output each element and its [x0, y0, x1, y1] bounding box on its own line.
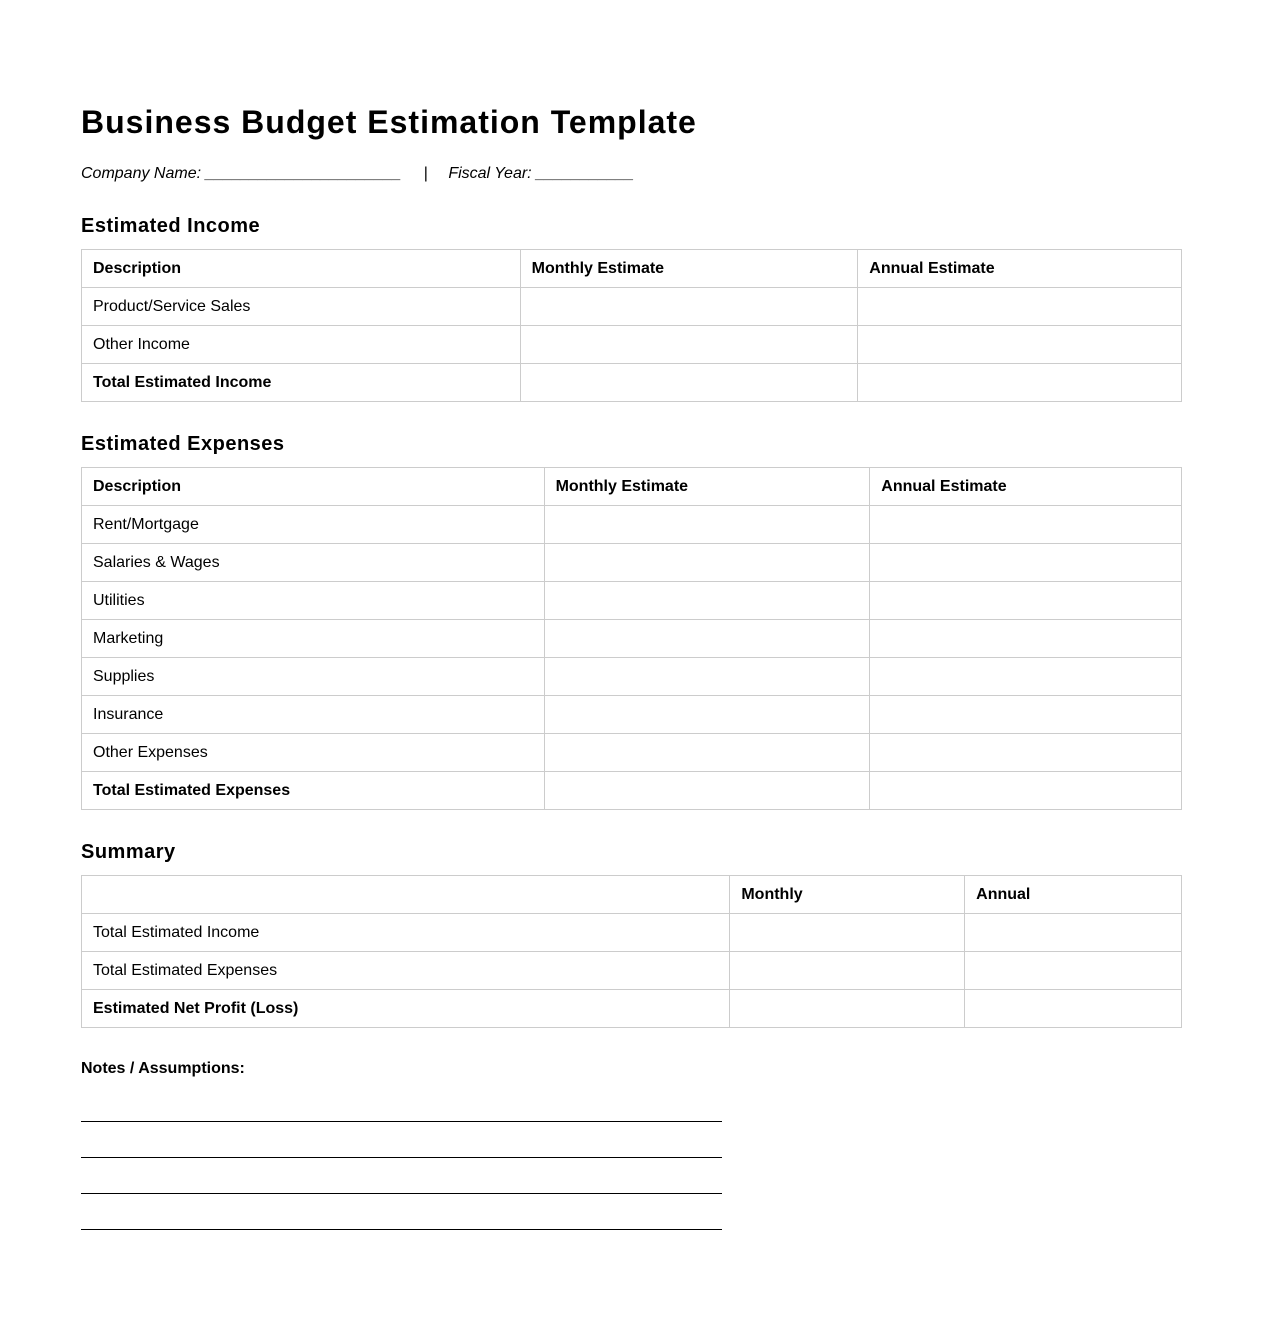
monthly-cell[interactable] — [544, 696, 870, 734]
notes-line[interactable] — [81, 1194, 722, 1230]
row-label: Total Estimated Income — [82, 914, 730, 952]
table-row — [82, 326, 1182, 364]
monthly-cell[interactable] — [730, 990, 965, 1028]
monthly-cell[interactable] — [544, 544, 870, 582]
annual-cell[interactable] — [858, 326, 1182, 364]
annual-cell[interactable] — [870, 658, 1182, 696]
row-label: Product/Service Sales — [82, 288, 521, 326]
annual-cell[interactable] — [870, 734, 1182, 772]
monthly-cell[interactable] — [520, 288, 858, 326]
income-heading: Estimated Income — [81, 215, 261, 237]
annual-cell[interactable] — [870, 506, 1182, 544]
table-row — [82, 544, 1182, 582]
annual-cell[interactable] — [858, 364, 1182, 402]
table-header-row — [82, 250, 1182, 288]
income-table — [81, 249, 1182, 402]
monthly-cell[interactable] — [520, 364, 858, 402]
column-header — [82, 876, 730, 914]
annual-cell[interactable] — [965, 952, 1182, 990]
table-row — [82, 952, 1182, 990]
annual-cell[interactable] — [870, 544, 1182, 582]
monthly-cell[interactable] — [730, 952, 965, 990]
row-label: Total Estimated Expenses — [82, 772, 545, 810]
summary-table — [81, 875, 1182, 1028]
table-header-row — [82, 468, 1182, 506]
row-label: Total Estimated Expenses — [82, 952, 730, 990]
total-row — [82, 772, 1182, 810]
annual-cell[interactable] — [870, 696, 1182, 734]
row-label: Utilities — [82, 582, 545, 620]
row-label: Other Expenses — [82, 734, 545, 772]
monthly-cell[interactable] — [520, 326, 858, 364]
expenses-table — [81, 467, 1182, 810]
column-header: Annual — [965, 876, 1182, 914]
fiscal-year-field[interactable]: ___________ — [536, 165, 634, 182]
row-label: Total Estimated Income — [82, 364, 521, 402]
column-header: Description — [82, 468, 545, 506]
annual-cell[interactable] — [965, 990, 1182, 1028]
monthly-cell[interactable] — [544, 734, 870, 772]
row-label: Other Income — [82, 326, 521, 364]
column-header: Description — [82, 250, 521, 288]
net-profit-row — [82, 990, 1182, 1028]
monthly-cell[interactable] — [544, 772, 870, 810]
column-header: Monthly — [730, 876, 965, 914]
notes-label: Notes / Assumptions: — [81, 1060, 245, 1077]
row-label: Estimated Net Profit (Loss) — [82, 990, 730, 1028]
annual-cell[interactable] — [870, 772, 1182, 810]
annual-cell[interactable] — [870, 582, 1182, 620]
notes-line[interactable] — [81, 1158, 722, 1194]
expenses-heading: Estimated Expenses — [81, 433, 285, 455]
table-row — [82, 696, 1182, 734]
annual-cell[interactable] — [965, 914, 1182, 952]
table-row — [82, 620, 1182, 658]
company-name-label: Company Name: — [81, 165, 202, 182]
column-header: Monthly Estimate — [520, 250, 858, 288]
summary-heading: Summary — [81, 841, 176, 863]
monthly-cell[interactable] — [544, 658, 870, 696]
notes-line[interactable] — [81, 1122, 722, 1158]
annual-cell[interactable] — [858, 288, 1182, 326]
monthly-cell[interactable] — [730, 914, 965, 952]
monthly-cell[interactable] — [544, 620, 870, 658]
fiscal-year-label: Fiscal Year: — [448, 165, 532, 182]
row-label: Rent/Mortgage — [82, 506, 545, 544]
separator: | — [423, 165, 428, 182]
column-header: Monthly Estimate — [544, 468, 870, 506]
column-header: Annual Estimate — [858, 250, 1182, 288]
column-header: Annual Estimate — [870, 468, 1182, 506]
total-row — [82, 364, 1182, 402]
company-name-field[interactable]: ______________________ — [205, 165, 402, 182]
annual-cell[interactable] — [870, 620, 1182, 658]
table-row — [82, 582, 1182, 620]
page-title: Business Budget Estimation Template — [81, 104, 697, 140]
monthly-cell[interactable] — [544, 582, 870, 620]
table-row — [82, 734, 1182, 772]
row-label: Marketing — [82, 620, 545, 658]
table-row — [82, 506, 1182, 544]
header-fields — [81, 164, 1182, 184]
table-row — [82, 658, 1182, 696]
table-row — [82, 288, 1182, 326]
table-header-row — [82, 876, 1182, 914]
row-label: Supplies — [82, 658, 545, 696]
notes-line[interactable] — [81, 1086, 722, 1122]
row-label: Salaries & Wages — [82, 544, 545, 582]
table-row — [82, 914, 1182, 952]
monthly-cell[interactable] — [544, 506, 870, 544]
row-label: Insurance — [82, 696, 545, 734]
